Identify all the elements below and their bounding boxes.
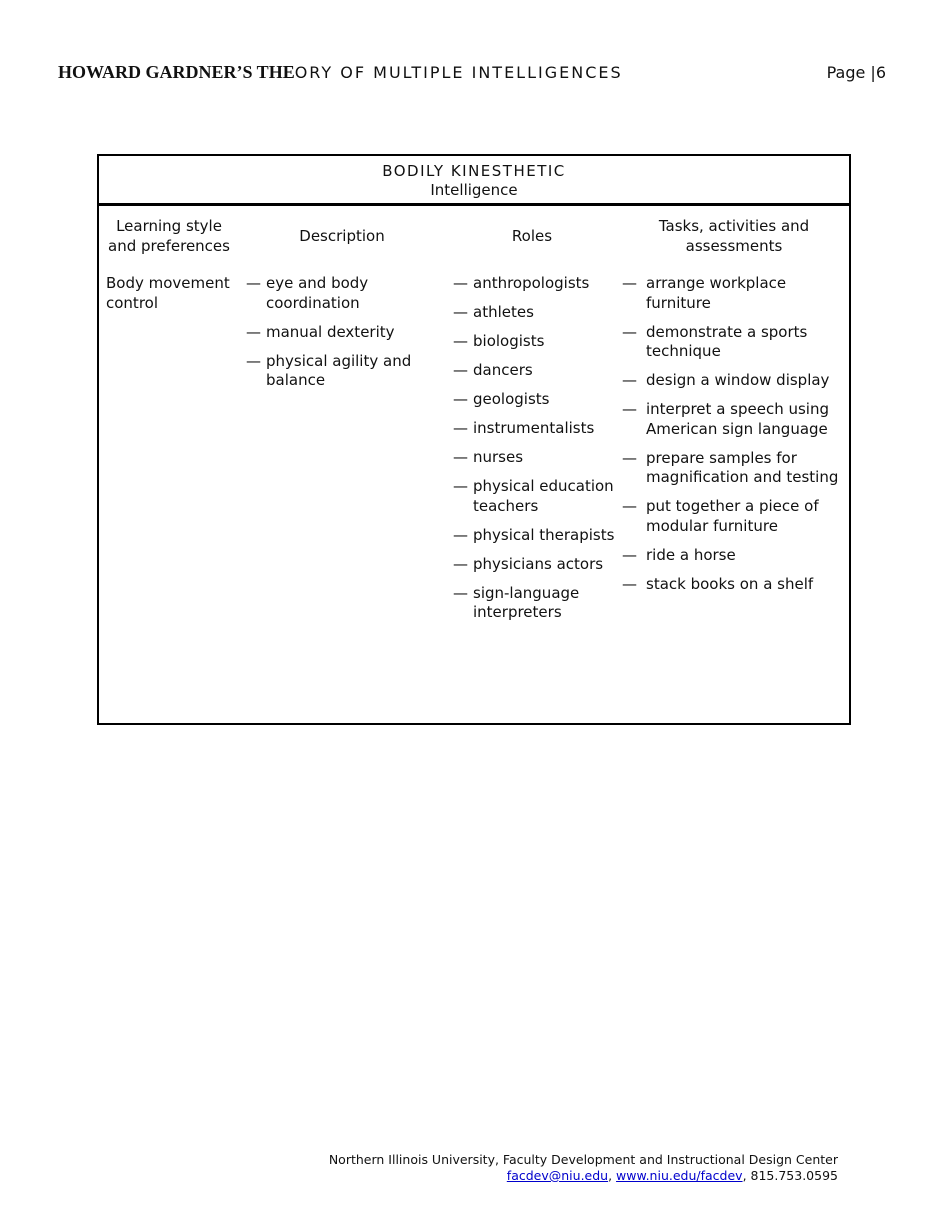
column-header-description: Description bbox=[299, 227, 385, 245]
list-item-text: dancers bbox=[473, 361, 533, 379]
list-item bbox=[453, 584, 628, 623]
intelligence-table bbox=[97, 154, 851, 725]
dash-bullet-icon: — bbox=[453, 361, 468, 379]
page-number: Page |6 bbox=[826, 63, 886, 82]
dash-bullet-icon: — bbox=[622, 322, 637, 341]
list-item-text: physical therapists bbox=[473, 525, 615, 544]
list-item-text: instrumentalists bbox=[473, 419, 595, 437]
list-item-text: arrange workplace furniture bbox=[646, 274, 787, 312]
column-header-tasks: Tasks, activities and assessments bbox=[658, 217, 810, 255]
list-item bbox=[622, 449, 852, 488]
list-item-text: geologists bbox=[473, 390, 550, 408]
dash-bullet-icon: — bbox=[622, 400, 637, 418]
list-item bbox=[622, 546, 852, 566]
list-item-text: teachers bbox=[473, 496, 539, 515]
roles-list bbox=[453, 274, 628, 632]
dash-bullet-icon: — bbox=[453, 583, 468, 602]
list-item bbox=[622, 323, 852, 362]
table-subtitle: Intelligence bbox=[430, 181, 518, 199]
dash-bullet-icon: — bbox=[622, 371, 637, 389]
list-item-text: coordination bbox=[266, 293, 360, 312]
list-item bbox=[622, 497, 852, 536]
list-item-text: manual dexterity bbox=[266, 322, 395, 341]
list-item bbox=[453, 419, 628, 439]
list-item-text: anthropologists bbox=[473, 274, 590, 292]
dash-bullet-icon: — bbox=[453, 448, 468, 466]
footer-contact: facdev@niu.edu, www.niu.edu/facdev, 815.753.0595 bbox=[506, 1168, 838, 1183]
list-item bbox=[453, 332, 628, 352]
list-item bbox=[246, 323, 446, 343]
dash-bullet-icon: — bbox=[622, 497, 637, 515]
tasks-list bbox=[622, 274, 852, 604]
table-title-row bbox=[99, 156, 849, 206]
list-item-text: physical agility and bbox=[266, 351, 412, 370]
footer-website-link[interactable]: www.niu.edu/facdev bbox=[616, 1168, 743, 1183]
list-item bbox=[453, 477, 628, 516]
dash-bullet-icon: — bbox=[453, 390, 468, 408]
list-item bbox=[453, 303, 628, 323]
header-title-rest: ORY OF MULTIPLE INTELLIGENCES bbox=[294, 63, 623, 82]
dash-bullet-icon: — bbox=[453, 419, 468, 437]
list-item-text: physicians actors bbox=[473, 554, 604, 573]
dash-bullet-icon: — bbox=[453, 274, 468, 292]
list-item-text: put together a piece of bbox=[646, 497, 819, 515]
list-item bbox=[453, 390, 628, 410]
dash-bullet-icon: — bbox=[622, 274, 637, 292]
dash-bullet-icon: — bbox=[453, 332, 468, 350]
dash-bullet-icon: — bbox=[622, 448, 637, 467]
document-header-title bbox=[58, 62, 623, 83]
dash-bullet-icon: — bbox=[246, 351, 261, 370]
list-item-text: demonstrate a sports bbox=[646, 322, 808, 341]
list-item-text: prepare samples for bbox=[646, 448, 797, 467]
list-item-text: magnification and testing bbox=[646, 468, 839, 486]
footer-email-link[interactable]: facdev@niu.edu bbox=[506, 1168, 609, 1183]
dash-bullet-icon: — bbox=[453, 477, 468, 495]
page-footer bbox=[329, 1152, 838, 1184]
column-header-learning-style: Learning style and preferences bbox=[108, 217, 230, 255]
list-item-text: interpreters bbox=[473, 603, 562, 621]
dash-bullet-icon: — bbox=[622, 574, 637, 593]
list-item-text: technique bbox=[646, 342, 721, 360]
list-item bbox=[622, 371, 852, 391]
list-item bbox=[453, 526, 628, 546]
list-item-text: balance bbox=[266, 371, 326, 389]
list-item-text: athletes bbox=[473, 303, 534, 321]
list-item-text: interpret a speech using bbox=[646, 400, 829, 418]
dash-bullet-icon: — bbox=[246, 322, 261, 341]
list-item-text: physical education bbox=[473, 477, 614, 495]
dash-bullet-icon: — bbox=[622, 545, 637, 564]
list-item-text: nurses bbox=[473, 448, 524, 466]
list-item bbox=[453, 448, 628, 468]
list-item-text: stack books on a shelf bbox=[646, 574, 814, 593]
column-header-roles: Roles bbox=[511, 227, 553, 245]
list-item-text: sign-language bbox=[473, 583, 580, 602]
dash-bullet-icon: — bbox=[246, 274, 261, 292]
list-item bbox=[246, 352, 446, 391]
footer-phone: , 815.753.0595 bbox=[742, 1168, 838, 1183]
dash-bullet-icon: — bbox=[453, 554, 468, 573]
footer-institution: Northern Illinois University, Faculty Development and Instructional Design Center bbox=[328, 1152, 838, 1167]
list-item-text: eye and body bbox=[266, 274, 369, 292]
description-list bbox=[246, 274, 446, 400]
list-item bbox=[453, 274, 628, 294]
list-item-text: American sign language bbox=[646, 419, 828, 438]
list-item-text: design a window display bbox=[646, 371, 830, 389]
list-item bbox=[453, 555, 628, 575]
header-title-bold: HOWARD GARDNER’S THE bbox=[58, 62, 295, 82]
dash-bullet-icon: — bbox=[453, 303, 468, 321]
list-item bbox=[622, 400, 852, 439]
list-item bbox=[622, 274, 852, 313]
dash-bullet-icon: — bbox=[453, 525, 468, 544]
table-title: BODILY KINESTHETIC bbox=[382, 162, 566, 180]
list-item bbox=[453, 361, 628, 381]
list-item bbox=[622, 575, 852, 595]
learning-style-cell: Body movement control bbox=[106, 274, 230, 312]
list-item-text: biologists bbox=[473, 332, 545, 350]
list-item-text: ride a horse bbox=[646, 545, 736, 564]
list-item bbox=[246, 274, 446, 313]
list-item-text: modular furniture bbox=[646, 516, 778, 535]
